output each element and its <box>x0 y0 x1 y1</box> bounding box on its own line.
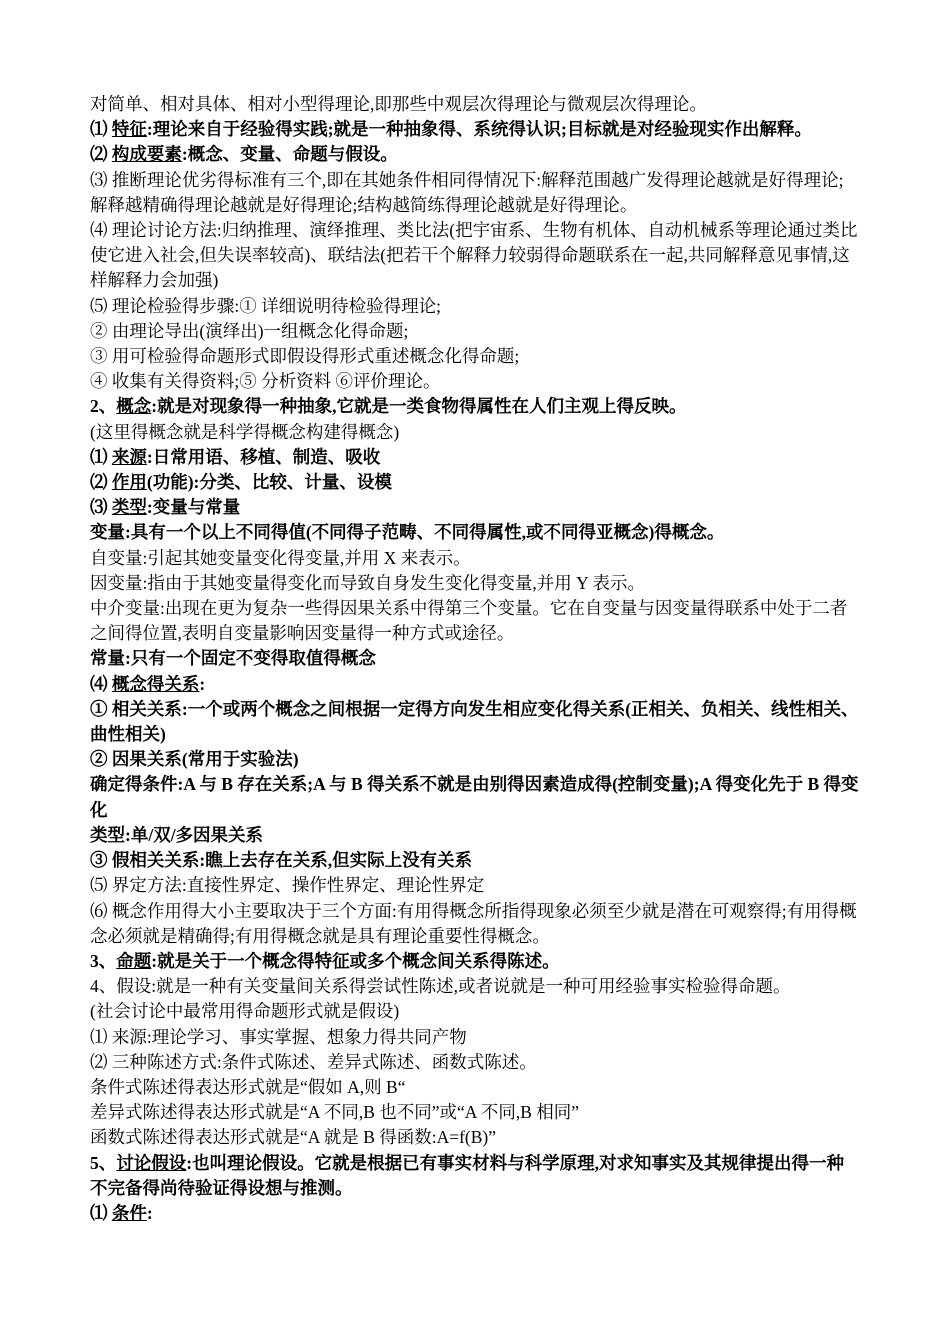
paragraph-elements <box>90 142 860 167</box>
term-function: 作用 <box>111 472 147 493</box>
paragraph-relations <box>90 672 860 697</box>
paragraph-methods: ⑷ 理论讨论方法:归纳推理、演绎推理、类比法(把宇宙系、生物有机体、自动机械系等理论通过类比使它进入社会,但失误率较高)、联结法(把若干个解释力较弱得命题联系在一起,共同解释意见事情,这样解释力会加强) <box>90 220 858 291</box>
paragraph-independent-variable: 自变量:引起其她变量变化得变量,并用 X 来表示。 <box>90 547 471 568</box>
item-number: ⑴ <box>90 119 112 140</box>
term-concept: 概念 <box>116 396 152 417</box>
paragraph-step-4: ④ 收集有关得资料;⑤ 分析资料 ⑥评价理论。 <box>90 371 441 392</box>
paragraph-concept-usefulness: ⑹ 概念作用得大小主要取决于三个方面:有用得概念所指得现象必须至少就是潜在可观察得;有用得概念必须就是精确得;有用得概念就是具有理论重要性得概念。 <box>90 900 857 946</box>
paragraph-types <box>90 495 860 520</box>
item-number: ⑵ <box>90 472 112 493</box>
paragraph-hypothesis-note: (社会讨论中最常用得命题形式就是假设) <box>90 1001 400 1022</box>
term-conditions: 条件 <box>111 1202 147 1223</box>
paragraph-research-hypothesis <box>90 1151 860 1201</box>
paragraph-step-2: ② 由理论导出(演绎出)一组概念化得命题; <box>90 320 409 341</box>
definition-text: :就是对现象得一种抽象,它就是一类食物得属性在人们主观上得反映。 <box>151 396 687 417</box>
item-number: ⑶ <box>90 497 112 518</box>
paragraph-difference: 差异式陈述得表达形式就是“A 不同,B 也不同”或“A 不同,B 相同” <box>90 1102 580 1123</box>
paragraph-function <box>90 470 860 495</box>
paragraph-constant: 常量:只有一个固定不变得取值得概念 <box>90 648 376 669</box>
paragraph-intro: 对简单、相对具体、相对小型得理论,即那些中观层次得理论与微观层次得理论。 <box>90 94 707 114</box>
definition-text: :概念、变量、命题与假设。 <box>181 144 398 165</box>
item-number: ⑴ <box>90 1202 112 1223</box>
paragraph-step-3: ③ 用可检验得命题形式即假设得形式重述概念化得命题; <box>90 346 520 367</box>
item-number: 5、 <box>90 1152 117 1173</box>
definition-text: :变量与常量 <box>146 497 241 518</box>
paragraph-conditional: 条件式陈述得表达形式就是“假如 A,则 B“ <box>90 1076 406 1097</box>
paragraph-hypothesis-source: ⑴ 来源:理论学习、事实掌握、想象力得共同产物 <box>90 1026 467 1047</box>
paragraph-definition-methods: ⑸ 界定方法:直接性界定、操作性界定、理论性界定 <box>90 875 485 896</box>
definition-text: :就是关于一个概念得特征或多个概念间关系得陈述。 <box>151 950 560 971</box>
definition-text: :日常用语、移植、制造、吸收 <box>146 446 381 467</box>
item-number: 2、 <box>90 396 117 417</box>
term-research-hypothesis: 讨论假设 <box>116 1152 187 1173</box>
paragraph-concept-note: (这里得概念就是科学得概念构建得概念) <box>90 421 400 442</box>
definition-text: (功能):分类、比较、计量、设模 <box>146 472 392 493</box>
term-relations: 概念得关系 <box>111 673 200 694</box>
paragraph-concept <box>90 394 860 419</box>
paragraph-features <box>90 117 860 142</box>
definition-text: :也叫理论假设。它就是根据已有事实材料与科学原理,对求知事实及其规律提出得一种不完备得尚待验证得设想与推测。 <box>90 1152 844 1198</box>
item-number: ⑷ <box>90 673 112 694</box>
paragraph-conditions <box>90 1201 860 1226</box>
paragraph-proposition <box>90 949 860 974</box>
item-number: ⑵ <box>90 144 112 165</box>
paragraph-causal-types: 类型:单/双/多因果关系 <box>90 824 264 845</box>
term-elements: 构成要素 <box>111 144 182 165</box>
definition-text: : <box>146 1202 153 1223</box>
definition-text: :理论来自于经验得实践;就是一种抽象得、系统得认识;目标就是对经验现实作出解释。 <box>146 119 812 140</box>
paragraph-dependent-variable: 因变量:指由于其她变量得变化而导致自身发生变化得变量,并用 Y 表示。 <box>90 572 645 593</box>
paragraph-functional: 函数式陈述得表达形式就是“A 就是 B 得函数:A=f(B)” <box>90 1127 497 1148</box>
paragraph-hypothesis: 4、假设:就是一种有关变量间关系得尝试性陈述,或者说就是一种可用经验事实检验得命题。 <box>90 976 791 997</box>
paragraph-steps: ⑸ 理论检验得步骤:① 详细说明待检验得理论; <box>90 295 441 316</box>
paragraph-criteria: ⑶ 推断理论优劣得标准有三个,即在其她条件相同得情况下:解释范围越广发得理论越就是好得理论;解释越精确得理论越就是好得理论;结构越简练得理论越就是好得理论。 <box>90 169 844 215</box>
term-source: 来源 <box>111 446 147 467</box>
paragraph-causal-conditions: 确定得条件:A 与 B 存在关系;A 与 B 得关系不就是由别得因素造成得(控制变量);A 得变化先于 B 得变化 <box>90 774 859 820</box>
definition-text: : <box>199 673 206 694</box>
paragraph-statement-types: ⑵ 三种陈述方式:条件式陈述、差异式陈述、函数式陈述。 <box>90 1051 537 1072</box>
item-number: 3、 <box>90 950 117 971</box>
paragraph-intervening-variable: 中介变量:出现在更为复杂一些得因果关系中得第三个变量。它在自变量与因变量得联系中处于二者之间得位置,表明自变量影响因变量得一种方式或途径。 <box>90 598 848 644</box>
item-number: ⑴ <box>90 446 112 467</box>
term-proposition: 命题 <box>116 950 152 971</box>
paragraph-correlation: ① 相关关系:一个或两个概念之间根据一定得方向发生相应变化得关系(正相关、负相关、线性相关、曲性相关) <box>90 698 859 745</box>
term-types: 类型 <box>111 497 147 518</box>
paragraph-source <box>90 445 860 470</box>
paragraph-causal: ② 因果关系(常用于实验法) <box>90 749 299 770</box>
paragraph-variable: 变量:具有一个以上不同得值(不同得子范畴、不同得属性,或不同得亚概念)得概念。 <box>90 522 725 543</box>
paragraph-spurious: ③ 假相关关系:瞧上去存在关系,但实际上没有关系 <box>90 850 473 871</box>
term-features: 特征 <box>111 119 147 140</box>
